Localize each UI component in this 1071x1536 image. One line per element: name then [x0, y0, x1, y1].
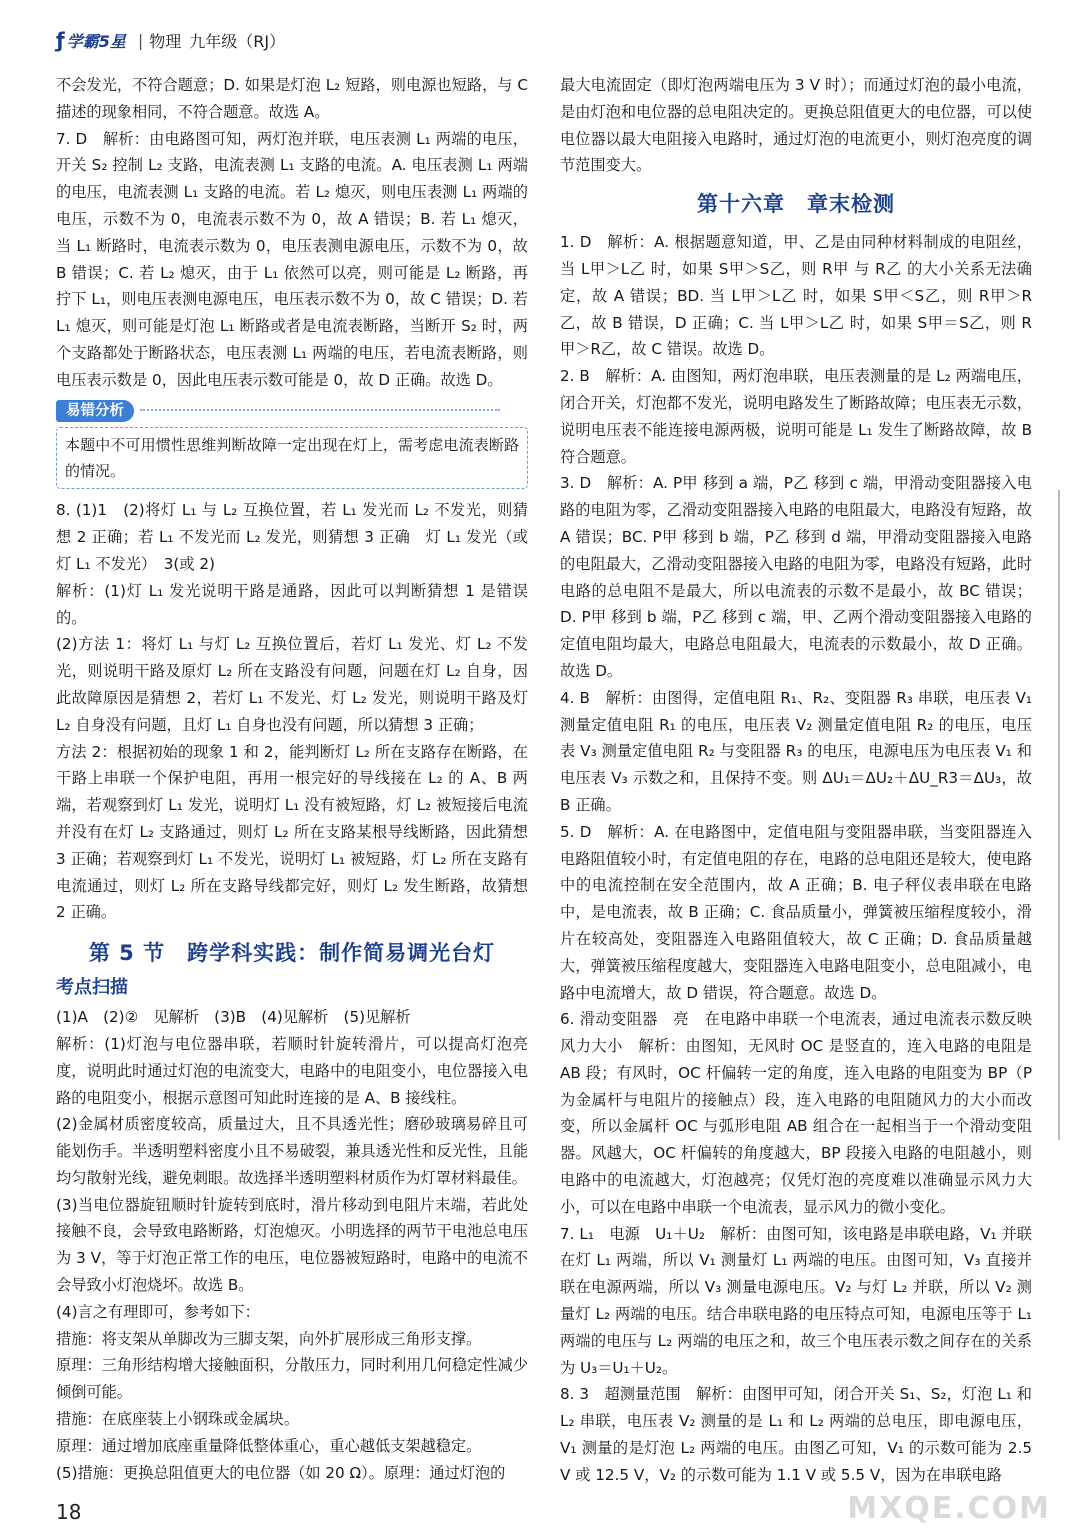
left-column — [56, 72, 528, 1486]
scan-analysis-4: (4)言之有理即可，参考如下： — [56, 1302, 260, 1321]
principle-2: 原理：通过增加底座重量降低整体重心，重心越低支架越稳定。 — [56, 1436, 482, 1455]
chapter-title: 第十六章 章末检测 — [697, 192, 895, 217]
header-subject: 物理 — [149, 31, 182, 51]
chapter-answer-4: 4. B 解析：由图得，定值电阻 R₁、R₂、变阻器 R₃ 串联，电压表 V₁ 测量定值电阻 R₁ 的电压，电压表 V₂ 测量定值电阻 R₂ 的电压，电压表 V₃ 测量定值电阻 R₂ 与变阻器 R₃ 的电压，电源电压为电压表 V₁ 和电压表 V₃ 示数之和，且保持不变。则 ΔU₁＝ΔU₂＋ΔU_R3＝ΔU₃，故 B 正确。 — [560, 688, 1032, 814]
page-edge-line — [1058, 490, 1060, 1140]
chapter-answer-5: 5. D 解析：A. 在电路图中，定值电阻与变阻器串联，当变阻器连入电路阻值较小时，有定值电阻的存在，电路的总电阻还是较大，使电路中的电流控制在安全范围内，故 A 正确；B. 电子秤仪表串联在电路中，是电流表，故 B 正确；C. 食品质量小，弹簧被压缩程度较小，滑片在较高处，变阻器连入电路阻值较大，故 C 正确；D. 食品质量越大，弹簧被压缩程度越大，变阻器连入电路电阻变小，总电阻减小，电路中电流增大，故 D 错误，符合题意。故选 D。 — [560, 822, 1032, 1002]
right-paragraph: 最大电流固定（即灯泡两端电压为 3 V 时）；而通过灯泡的最小电流，是由灯泡和电位器的总电阻决定的。更换总阻值更大的电位器，可以使电位器以最大电阻接入电路时，通过灯泡的电流更小，则灯泡亮度的调节范围变大。 — [560, 76, 1032, 175]
answer-7: 7. D 解析：由电路图可知，两灯泡并联，电压表测 L₁ 两端的电压，开关 S₂ 控制 L₂ 支路，电流表测 L₁ 支路的电流。A. 电压表测 L₁ 两端的电压，电流表测 L₁ 支路的电流。若 L₂ 熄灭，则电压表测 L₁ 两端的电压，示数不为 0，电流表示数不为 0，故 A 错误；B. 若 L₁ 熄灭，当 L₁ 断路时，电流表示数为 0，电压表测电源电压，示数不为 0，故 B 错误；C. 若 L₂ 熄灭，由于 L₁ 依然可以亮，则可能是 L₂ 断路，再拧下 L₁，则电压表测电源电压，电压表示数不为 0，故 C 错误；D. 若 L₁ 熄灭，则可能是灯泡 L₁ 断路或者是电流表断路，当断开 S₂ 时，两个支路都处于断路状态，电压表测 L₁ 两端的电压，若电流表断路，则电压表示数是 0，因此电压表示数可能是 0，故 D 正确。故选 D。 — [56, 129, 528, 389]
scan-analysis-2: (2)金属材质密度较高，质量过大，且不具透光性；磨砂玻璃易碎且可能划伤手。半透明塑料密度小且不易破裂，兼具透光性和反光性，且能均匀散射光线，避免刺眼。故选择半透明塑料材质作为灯罩材料最佳。 — [56, 1115, 528, 1187]
answer-8-analysis-1: 解析：(1)灯 L₁ 发光说明干路是通路，因此可以判断猜想 1 是错误的。 — [56, 581, 528, 627]
brand-name: 学霸5星 — [66, 31, 126, 51]
answer-8: 8. (1)1 (2)将灯 L₁ 与 L₂ 互换位置，若 L₁ 发光而 L₂ 不发光，则猜想 2 正确；若 L₁ 不发光而 L₂ 发光，则猜想 3 正确 灯 L₁ 发光（或灯 L₁ 不发光） 3(或 2) — [56, 501, 528, 573]
chapter-answer-3: 3. D 解析：A. P甲 移到 a 端，P乙 移到 c 端，甲滑动变阻器接入电路的电阻为零，乙滑动变阻器接入电路的电阻最大，电路没有短路，故 A 错误；BC. P甲 移到 b 端，P乙 移到 d 端，甲滑动变阻器接入电路的电阻最大，乙滑动变阻器接入电路的电阻为零，电路没有短路，此时电路的总电阻不是最大，所以电流表的示数不是最小，故 BC 错误；D. P甲 移到 b 端，P乙 移到 c 端，甲、乙两个滑动变阻器接入电路的定值电阻均最大，电路总电阻最大，电流表的示数最小，故 D 正确。故选 D。 — [560, 474, 1032, 680]
scan-analysis-1: 解析：(1)灯泡与电位器串联，若顺时针旋转滑片，可以提高灯泡亮度，说明此时通过灯泡的电流变大，电路中的电阻变小，电位器接入电路的电阻变小，根据示意图可知此时连接的是 A、B 接线柱。 — [56, 1034, 528, 1107]
brand-logo-icon: ƒ — [56, 28, 65, 52]
scan-answers: (1)A (2)② 见解析 (3)B (4)见解析 (5)见解析 — [56, 1008, 411, 1027]
principle-1: 原理：三角形结构增大接触面积，分散压力，同时利用几何稳定性减少倾倒可能。 — [56, 1356, 528, 1402]
error-analysis-text: 本题中不可用惯性思维判断故障一定出现在灯上，需考虑电流表断路的情况。 — [65, 436, 519, 481]
chapter-answer-6: 6. 滑动变阻器 亮 在电路中串联一个电流表，通过电流表示数反映风力大小 解析：由图知，无风时 OC 是竖直的，连入电路的电阻是 AB 段；有风时，OC 杆偏转一定的角度，连入电路的电阻变为 BP（P 为金属杆与电阻片的接触点）段，连入电路的电阻随风力的大小而改变，所以金属杆 OC 与弧形电阻 AB 组合在一起相当于一个滑动变阻器。风越大，OC 杆偏转的角度越大，BP 段接入电路的电阻越小，则电路中的电流越大，灯泡越亮；仅凭灯泡的亮度难以准确显示风力大小，可以在电路中串联一个电流表，显示风力的微小变化。 — [560, 1010, 1032, 1216]
page-header — [56, 28, 285, 52]
right-column — [560, 72, 1032, 1489]
header-divider: | — [137, 30, 144, 50]
measure-2: 措施：在底座装上小钢珠或金属块。 — [56, 1410, 299, 1429]
answer-8-analysis-3: 方法 2：根据初始的现象 1 和 2，能判断灯 L₂ 所在支路存在断路，在干路上串联一个保护电阻，再用一根完好的导线接在 L₂ 的 A、B 两端，若观察到灯 L₁ 发光，说明灯 L₁ 没有被短路，灯 L₂ 被短接后电流并没有在灯 L₂ 支路通过，则灯 L₂ 所在支路某根导线断路，因此猜想 3 正确；若观察到灯 L₁ 不发光，说明灯 L₁ 被短路，灯 L₂ 所在支路有电流通过，则灯 L₂ 所在支路导线都完好，则灯 L₂ 发生断路，故猜想 2 正确。 — [56, 742, 528, 922]
chapter-answer-8: 8. 3 超测量范围 解析：由图甲可知，闭合开关 S₁、S₂，灯泡 L₁ 和 L₂ 串联，电压表 V₂ 测量的是 L₁ 和 L₂ 两端的总电压，即电源电压，V₁ 测量的是灯泡 L₂ 两端的电压。由图乙可知，V₁ 的示数可能为 2.5 V 或 12.5 V，V₂ 的示数可能为 1.1 V 或 5.5 V，因为在串联电路 — [560, 1385, 1032, 1484]
chapter-answer-2: 2. B 解析：A. 由图知，两灯泡串联，电压表测量的是 L₂ 两端电压，闭合开关，灯泡都不发光，说明电路发生了断路故障；电压表无示数，说明电压表不能连接电源两极，说明可能是 L₁ 发生了断路故障，故 B 符合题意。 — [560, 367, 1032, 466]
scan-analysis-5: (5)措施：更换总阻值更大的电位器（如 20 Ω）。原理：通过灯泡的 — [56, 1463, 506, 1482]
error-analysis-tag: 易错分析 — [56, 400, 134, 422]
chapter-answer-1: 1. D 解析：A. 根据题意知道，甲、乙是由同种材料制成的电阻丝，当 L甲＞L乙 时，如果 S甲＞S乙，则 R甲 与 R乙 的大小关系无法确定，故 A 错误；BD. 当 L甲＞L乙 时，如果 S甲＜S乙，则 R甲＞R乙，故 B 错误，D 正确；C. 当 L甲＞L乙 时，如果 S甲＝S乙，则 R甲＞R乙，故 C 错误。故选 D。 — [560, 233, 1032, 359]
answer-8-analysis-2: (2)方法 1：将灯 L₁ 与灯 L₂ 互换位置后，若灯 L₁ 发光、灯 L₂ 不发光，则说明干路及原灯 L₂ 所在支路没有问题，问题在灯 L₂ 自身，因此故障原因是猜想 2，若灯 L₁ 不发光、灯 L₂ 发光，则说明干路及灯 L₂ 自身没有问题，且灯 L₁ 自身也没有问题，所以猜想 3 正确； — [56, 635, 528, 734]
section-title: 第 5 节 跨学科实践：制作简易调光台灯 — [88, 941, 496, 966]
watermark: MXQE.COM — [847, 1491, 1051, 1526]
sub-title: 考点扫描 — [56, 977, 128, 999]
error-analysis-box — [56, 427, 528, 489]
left-paragraph: 不会发光，不符合题意；D. 如果是灯泡 L₂ 短路，则电源也短路，与 C 描述的现象相同，不符合题意。故选 A。 — [56, 76, 528, 121]
dotted-divider — [140, 409, 500, 411]
error-analysis-header — [56, 394, 528, 424]
chapter-answer-7: 7. L₁ 电源 U₁＋U₂ 解析：由图可知，该电路是串联电路，V₁ 并联在灯 L₁ 两端，所以 V₁ 测量灯 L₁ 两端的电压。由图可知，V₃ 直接并联在电源两端，所以 V₃ 测量电源电压。V₂ 与灯 L₂ 并联，所以 V₂ 测量灯 L₂ 两端的电压。结合串联电路的电压特点可知，电源电压等于 L₁ 两端的电压与 L₂ 两端的电压之和，故三个电压表示数之间存在的关系为 U₃＝U₁＋U₂。 — [560, 1224, 1032, 1377]
header-grade: 九年级（RJ） — [189, 31, 286, 51]
measure-1: 措施：将支架从单脚改为三脚支架，向外扩展形成三角形支撑。 — [56, 1329, 482, 1348]
page-number: 18 — [56, 1500, 82, 1524]
scan-analysis-3: (3)当电位器旋钮顺时针旋转到底时，滑片移动到电阻片末端，若此处接触不良，会导致电路断路，灯泡熄灭。小明选择的两节干电池总电压为 3 V，等于灯泡正常工作的电压，电位器被短路时，电路中的电流不会导致小灯泡烧坏。故选 B。 — [56, 1195, 528, 1295]
